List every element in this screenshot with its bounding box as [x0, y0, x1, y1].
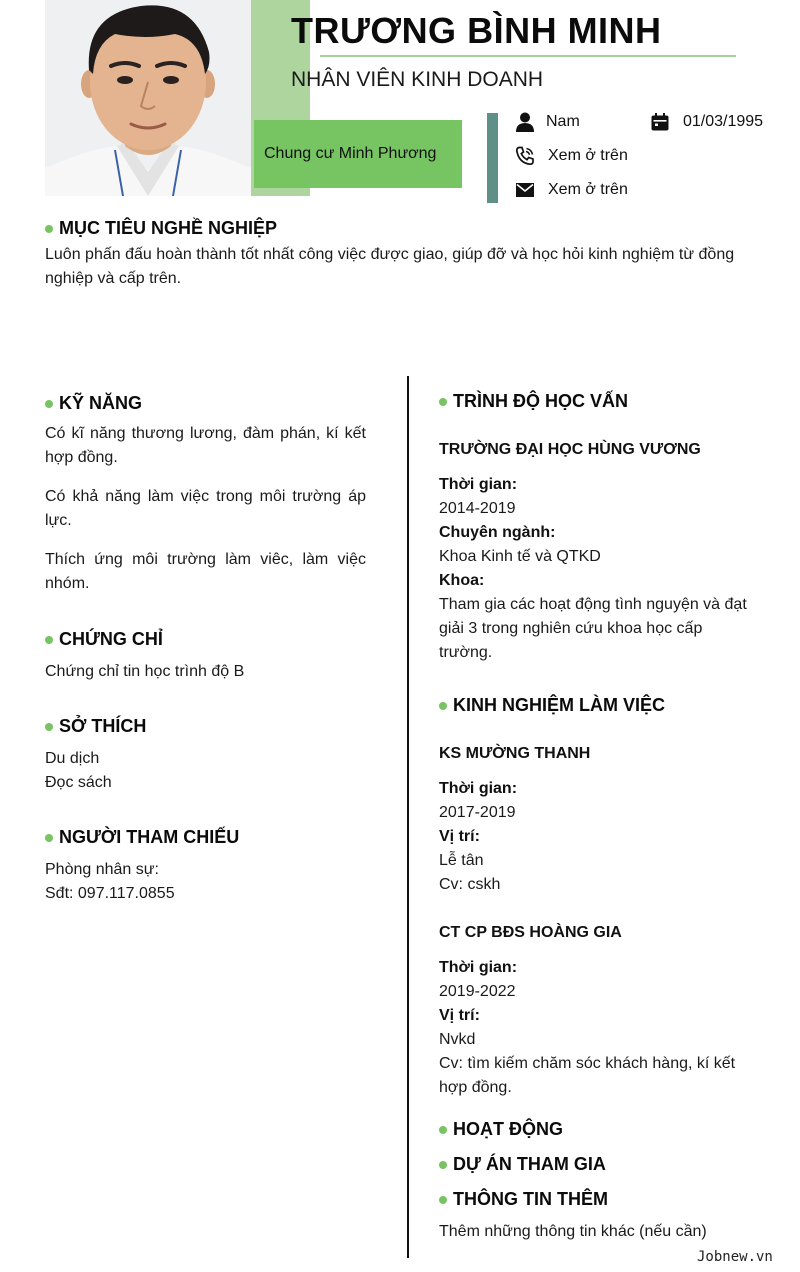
time-value: 2019-2022: [439, 983, 516, 1000]
reference-line: Sđt: 097.117.0855: [45, 885, 175, 902]
bullet-dot: [439, 1161, 447, 1169]
job-description: Cv: cskh: [439, 876, 501, 893]
job-details: [439, 777, 759, 897]
faculty-value: Tham gia các hoạt động tình nguyện và đạt giải 3 trong nghiên cứu khoa học cấp trường.: [439, 596, 747, 661]
gender-info: [515, 112, 580, 132]
phone-value: Xem ở trên: [548, 147, 628, 164]
hobbies-heading: [45, 716, 146, 737]
bullet-dot: [439, 1126, 447, 1134]
job-title: NHÂN VIÊN KINH DOANH: [291, 68, 544, 91]
time-value: 2017-2019: [439, 804, 516, 821]
company-name: CT CP BĐS HOÀNG GIA: [439, 924, 622, 941]
bullet-dot: [45, 636, 53, 644]
education-title: TRÌNH ĐỘ HỌC VẤN: [453, 391, 628, 411]
skill-item: Thích ứng môi trường làm viêc, làm việc nhóm.: [45, 551, 366, 592]
reference-line: Phòng nhân sự:: [45, 861, 159, 878]
education-heading: [439, 391, 628, 412]
references-title: NGƯỜI THAM CHIẾU: [59, 827, 240, 847]
school-name: TRƯỜNG ĐẠI HỌC HÙNG VƯƠNG: [439, 441, 701, 458]
extra-info-title: THÔNG TIN THÊM: [453, 1189, 608, 1209]
phone-info: [515, 146, 628, 166]
bullet-dot: [45, 723, 53, 731]
job-details: [439, 956, 759, 1100]
phone-icon: [515, 146, 535, 166]
objective-title: MỤC TIÊU NGHỀ NGHIỆP: [59, 218, 278, 238]
skills-heading: [45, 393, 142, 414]
mail-icon: [515, 180, 535, 200]
position-value: Nvkd: [439, 1031, 476, 1048]
bullet-dot: [439, 702, 447, 710]
profile-photo: [45, 0, 251, 196]
projects-heading: [439, 1154, 606, 1175]
column-divider: [407, 376, 409, 1258]
major-label: Chuyên ngành:: [439, 524, 556, 541]
certificates-heading: [45, 629, 163, 650]
objective-heading: [45, 218, 277, 239]
skill-item: Có kĩ năng thương lương, đàm phán, kí kết hợp đồng.: [45, 425, 366, 466]
extra-info-text: Thêm những thông tin khác (nếu cần): [439, 1223, 707, 1240]
bullet-dot: [45, 400, 53, 408]
bullet-dot: [439, 1196, 447, 1204]
job-description: Cv: tìm kiếm chăm sóc khách hàng, kí kết hợp đồng.: [439, 1055, 736, 1096]
hobbies-title: SỞ THÍCH: [59, 716, 147, 736]
activities-heading: [439, 1119, 563, 1140]
experience-heading: [439, 695, 665, 716]
hobby-item: Du dịch: [45, 750, 100, 767]
projects-title: DỰ ÁN THAM GIA: [453, 1154, 606, 1174]
certificates-title: CHỨNG CHỈ: [59, 629, 163, 649]
position-value: Lễ tân: [439, 852, 484, 869]
time-value: 2014-2019: [439, 500, 516, 517]
dob-value: 01/03/1995: [683, 113, 764, 130]
candidate-name: TRƯƠNG BÌNH MINH: [291, 10, 662, 51]
hobby-item: Đọc sách: [45, 774, 112, 791]
skill-item: Có khả năng làm việc trong môi trường áp lực.: [45, 488, 366, 529]
experience-title: KINH NGHIỆM LÀM VIỆC: [453, 695, 666, 715]
certificate-item: Chứng chỉ tin học trình độ B: [45, 663, 245, 680]
user-icon: [515, 112, 535, 132]
company-name: KS MƯỜNG THANH: [439, 745, 591, 762]
time-label: Thời gian:: [439, 959, 518, 976]
address-box: [254, 120, 462, 188]
extra-info-heading: [439, 1189, 608, 1210]
dob-info: [650, 112, 763, 132]
bullet-dot: [45, 834, 53, 842]
references-heading: [45, 827, 239, 848]
calendar-icon: [650, 112, 670, 132]
time-label: Thời gian:: [439, 476, 518, 493]
skills-title: KỸ NĂNG: [59, 393, 143, 413]
education-details: [439, 473, 759, 665]
time-label: Thời gian:: [439, 780, 518, 797]
bullet-dot: [45, 225, 53, 233]
address-text: Chung cư Minh Phương: [264, 145, 437, 162]
activities-title: HOẠT ĐỘNG: [453, 1119, 563, 1139]
contact-accent-bar: [487, 113, 498, 203]
bullet-dot: [439, 398, 447, 406]
faculty-label: Khoa:: [439, 572, 485, 589]
email-value: Xem ở trên: [548, 181, 628, 198]
footer-brand: Jobnew.vn: [697, 1249, 773, 1265]
gender-value: Nam: [546, 113, 580, 130]
major-value: Khoa Kinh tế và QTKD: [439, 548, 601, 565]
objective-text: Luôn phấn đấu hoàn thành tốt nhất công việc được giao, giúp đỡ và học hỏi kinh nghiệm từ đồng nghiệp và cấp trên.: [45, 246, 735, 287]
email-info: [515, 180, 628, 200]
name-underline: [320, 55, 736, 57]
position-label: Vị trí:: [439, 828, 480, 845]
profile-photo-illustration: [45, 0, 251, 196]
position-label: Vị trí:: [439, 1007, 480, 1024]
